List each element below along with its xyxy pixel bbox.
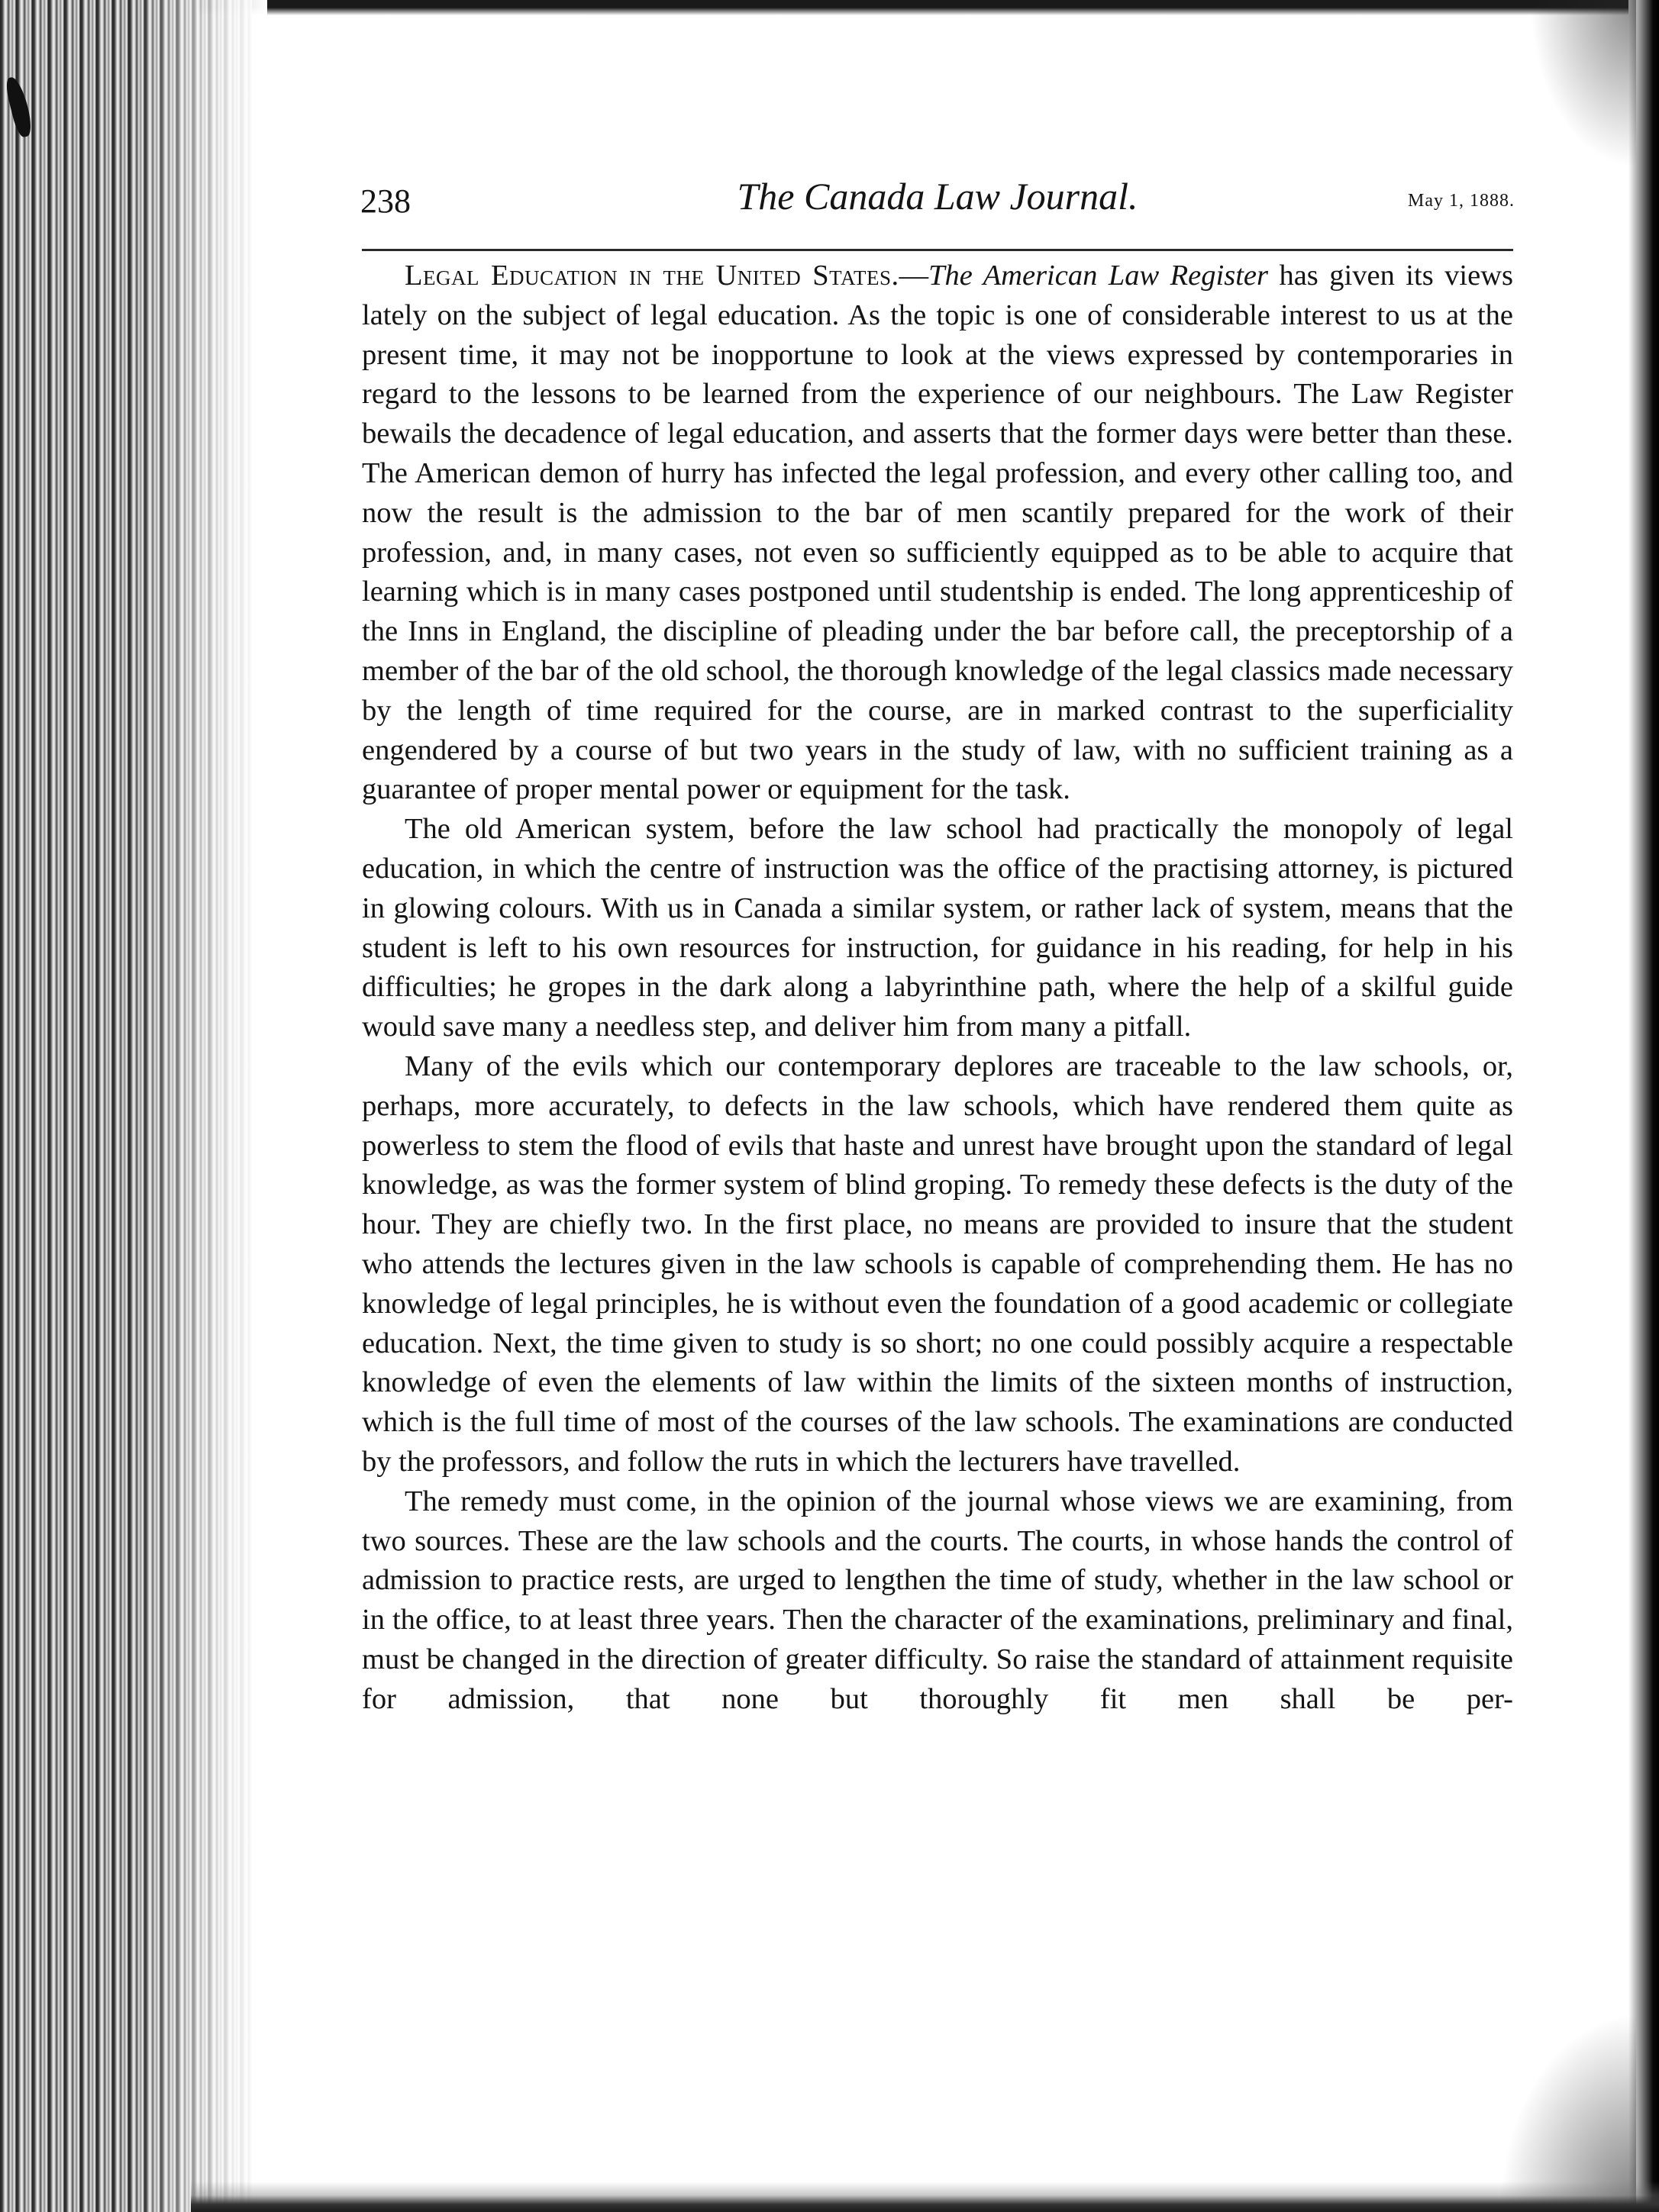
article-paragraph-3: Many of the evils which our contemporary deplores are traceable to the law schools, or, perhaps, more accurately, to defects in the law schools, which have rendered them quite as powerless to stem the flood of evils that haste and unrest have brought upon the standard of legal knowledge, as was the former system of blind groping. To remedy these defects is the duty of the hour. They are chiefly two. In the first place, no means are provided to insure that the student who attends the lectures given in the law schools is capable of comprehending them. He has no knowledge of legal principles, he is without even the foundation of a good academic or collegiate education. Next, the time given to study is so short; no one could possibly acquire a respectable knowledge of even the elements of law within the limits of the sixteen months of instruction, which is the full time of most of the courses of the law schools. The examinations are conducted by the professors, and follow the ruts in which the lecturers have travelled. bbox=[362, 1050, 1513, 1478]
scan-edge-right bbox=[1628, 0, 1659, 2212]
scan-stain-top-right bbox=[1529, 0, 1636, 168]
scan-edge-bottom bbox=[191, 2181, 1659, 2212]
scan-edge-top bbox=[198, 0, 1659, 15]
section-heading: Legal Education in the United States. bbox=[405, 260, 899, 292]
article-paragraph-4: The remedy must come, in the opinion of the journal whose views we are examining, from two sources. These are the law schools and the courts. The courts, in whose hands the control of admission to practice rests, are urged to lengthen the time of study, whether in the law school or in the office, to at least three years. Then the character of the examinations, preliminary and final, must be changed in the direction of greater difficulty. So raise the standard of attainment requisite for admission, that none but thoroughly fit men shall be per- bbox=[362, 1485, 1513, 1715]
issue-date: May 1, 1888. bbox=[1408, 191, 1515, 211]
article-paragraph-1 bbox=[362, 256, 1513, 810]
page-number: 238 bbox=[360, 182, 411, 220]
scan-binding-shadow bbox=[137, 0, 267, 2212]
paragraph-text: has given its views lately on the subject of legal education. As the topic is one of considerable interest to us at the present time, it may not be inopportune to look at the views expressed by contemporaries in regard to the lessons to be learned from the experience of our neighbours. The Law Register bewails the decadence of legal education, and asserts that the former days were better than these. The American demon of hurry has infected the legal profession, and every other calling too, and now the result is the admission to the bar of men scantily prepared for the work of their profession, and, in many cases, not even so sufficiently equipped as to be able to acquire that learning which is in many cases postponed until studentship is ended. The long apprenticeship of the Inns in England, the discipline of pleading under the bar before call, the preceptorship of a member of the bar of the old school, the thorough knowledge of the legal classics made necessary by the length of time required for the course, are in marked contrast to the superficiality engendered by a course of but two years in the study of law, with no sufficient training as a guarantee of proper mental power or equipment for the task. bbox=[362, 260, 1514, 806]
heading-dash: — bbox=[899, 260, 929, 292]
journal-title: The Canada Law Journal. bbox=[737, 175, 1138, 218]
running-header bbox=[360, 174, 1515, 227]
heading-source-title: The American Law Register bbox=[928, 260, 1268, 292]
header-rule bbox=[362, 249, 1513, 251]
article-paragraph-2: The old American system, before the law school had practically the monopoly of legal education, in which the centre of instruction was the office of the practising attorney, is pictured in glowing colours. With us in Canada a similar system, or rather lack of system, means that the student is left to his own resources for instruction, for guidance in his reading, for help in his difficulties; he gropes in the dark along a labyrinthine path, where the help of a skilful guide would save many a needless step, and deliver him from many a pitfall. bbox=[362, 813, 1513, 1043]
article-body bbox=[362, 256, 1513, 1719]
